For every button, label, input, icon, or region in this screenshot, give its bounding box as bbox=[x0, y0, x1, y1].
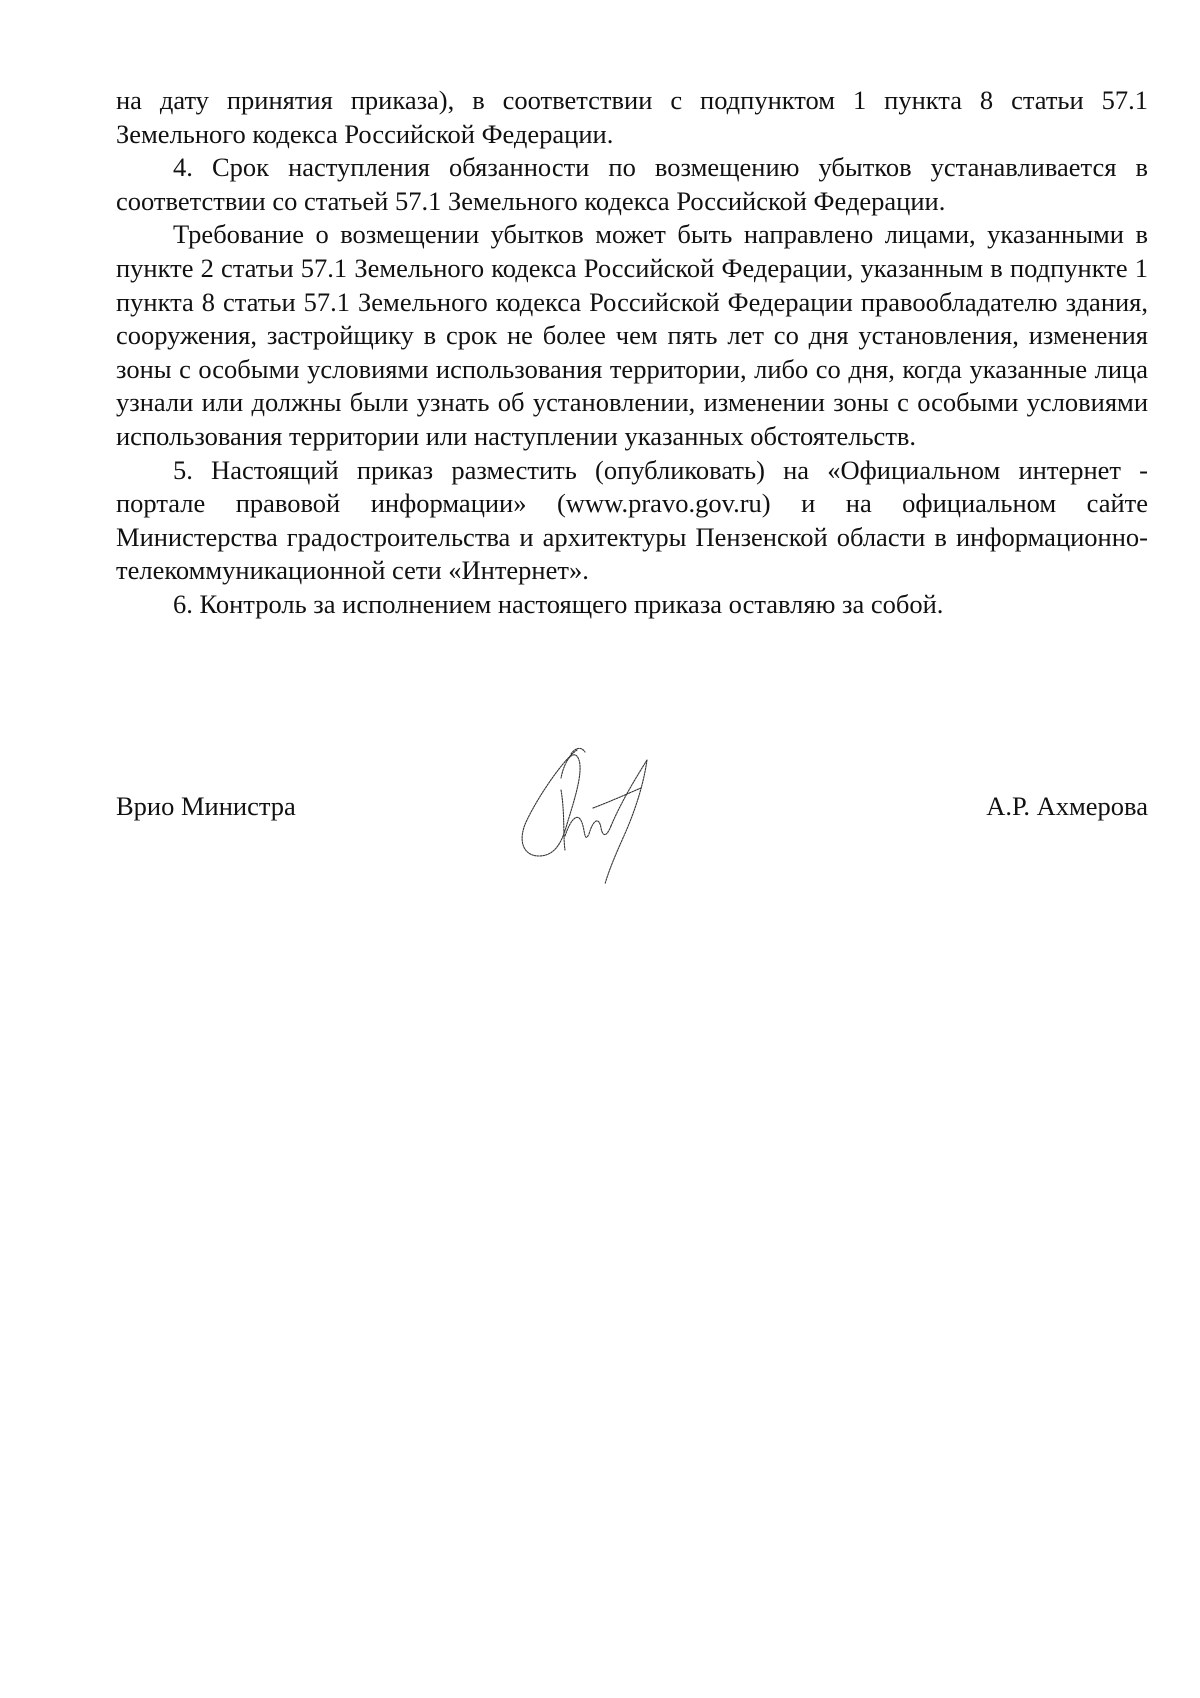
handwritten-signature-icon bbox=[505, 738, 685, 888]
paragraph-item-4: 4. Срок наступления обязанности по возмещению убытков устанавливается в соответствии со статьей 57.1 Земельного кодекса Российской Федерации. bbox=[116, 152, 1148, 216]
paragraph-continuation: на дату принятия приказа), в соответствии с подпунктом 1 пункта 8 статьи 57.1 Земельного кодекса Российской Федерации. bbox=[116, 85, 1148, 149]
paragraph-item-6: 6. Контроль за исполнением настоящего приказа оставляю за собой. bbox=[173, 588, 944, 619]
document-body bbox=[116, 84, 1148, 622]
position-title: Врио Министра bbox=[116, 791, 296, 821]
signatory-name: А.Р. Ахмерова bbox=[986, 791, 1148, 821]
paragraph-item-5: 5. Настоящий приказ разместить (опубликовать) на «Официальном интернет - портале правовой информации» (www.pravo.gov.ru) и на официальном сайте Министерства градостроительства и архитектуры Пензенской области в информационно-телекоммуникационной сети «Интернет». bbox=[116, 454, 1148, 586]
paragraph-requirement: Требование о возмещении убытков может быть направлено лицами, указанными в пункте 2 статьи 57.1 Земельного кодекса Российской Федерации, указанным в подпункте 1 пункта 8 статьи 57.1 Земельного кодекса Российской Федерации правообладателю здания, сооружения, застройщику в срок не более чем пять лет со дня установления, изменения зоны с особыми условиями использования территории, либо со дня, когда указанные лица узнали или должны были узнать об установлении, изменении зоны с особыми условиями использования территории или наступлении указанных обстоятельств. bbox=[116, 219, 1148, 451]
